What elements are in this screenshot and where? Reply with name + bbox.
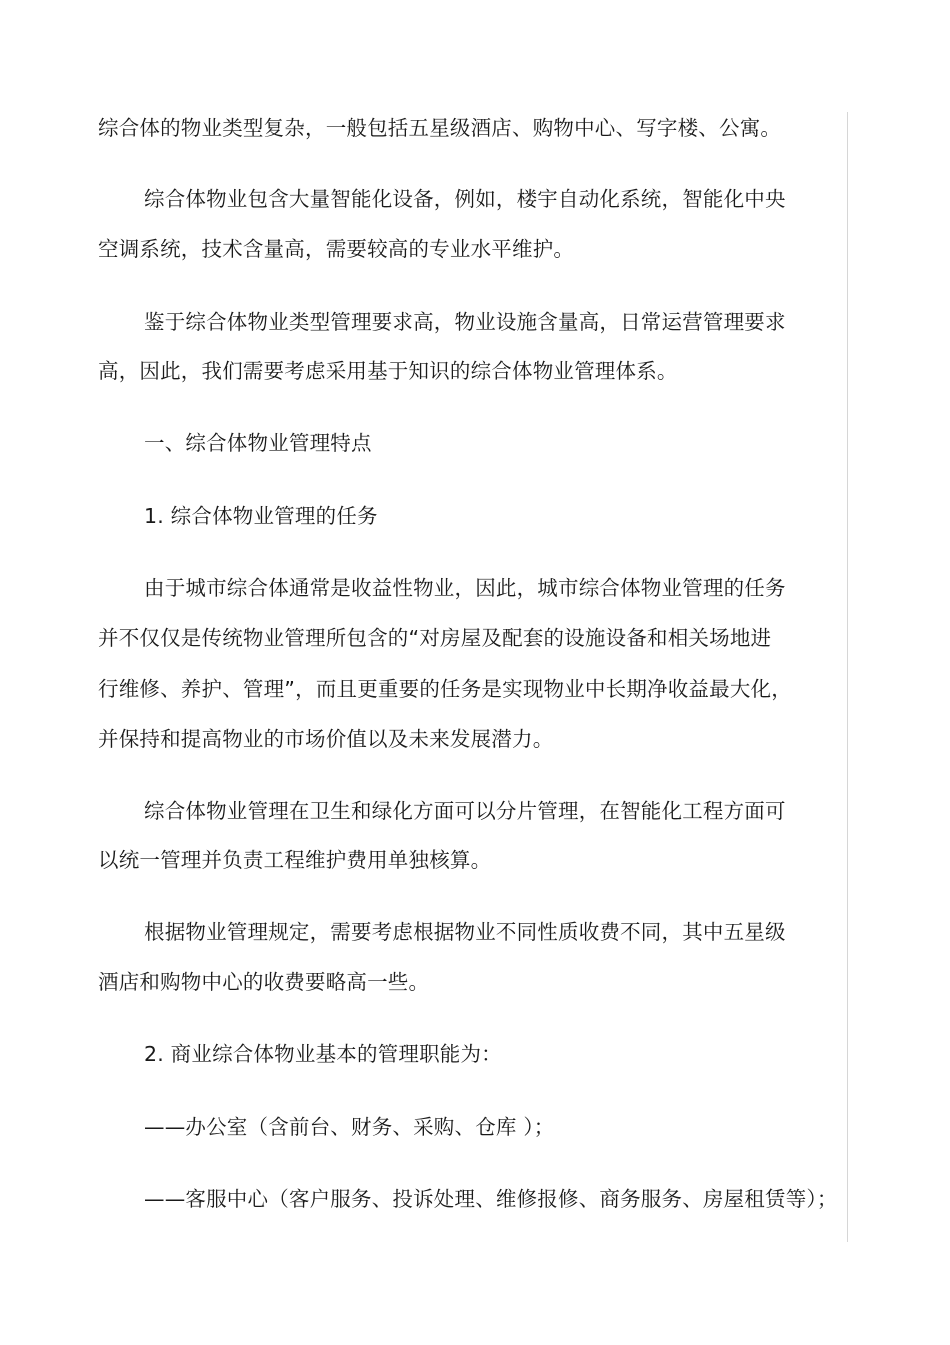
- paragraph-line: 空调系统，技术含量高，需要较高的专业水平维护。: [98, 237, 575, 261]
- paragraph-line: 并不仅仅是传统物业管理所包含的“对房屋及配套的设施设备和相关场地进: [98, 626, 772, 650]
- paragraph-line: 并保持和提高物业的市场价值以及未来发展潜力。: [98, 727, 554, 751]
- intro-text-line: 综合体的物业类型复杂，一般包括五星级酒店、购物中心、写字楼、公寓。: [98, 116, 782, 140]
- list-item: ——办公室（含前台、财务、采购、仓库 ）；: [144, 1115, 555, 1139]
- paragraph-line: 高，因此，我们需要考虑采用基于知识的综合体物业管理体系。: [98, 359, 678, 383]
- section-heading: 一、综合体物业管理特点: [144, 431, 372, 455]
- paragraph-line: 鉴于综合体物业类型管理要求高，物业设施含量高，日常运营管理要求: [144, 310, 786, 334]
- paragraph-line: 综合体物业管理在卫生和绿化方面可以分片管理，在智能化工程方面可: [144, 799, 786, 823]
- paragraph-line: 以统一管理并负责工程维护费用单独核算。: [98, 848, 492, 872]
- paragraph-line: 行维修、养护、管理”，而且更重要的任务是实现物业中长期净收益最大化，: [98, 677, 792, 701]
- subsection-heading: 2. 商业综合体物业基本的管理职能为：: [144, 1042, 502, 1066]
- list-item: ——客服中心（客户服务、投诉处理、维修报修、商务服务、房屋租赁等）；: [144, 1187, 838, 1211]
- page-margin-rule: [847, 112, 848, 1242]
- paragraph-line: 综合体物业包含大量智能化设备，例如，楼宇自动化系统，智能化中央: [144, 187, 786, 211]
- subsection-heading: 1. 综合体物业管理的任务: [144, 504, 378, 528]
- paragraph-line: 根据物业管理规定，需要考虑根据物业不同性质收费不同，其中五星级: [144, 920, 786, 944]
- paragraph-line: 由于城市综合体通常是收益性物业，因此，城市综合体物业管理的任务: [144, 576, 786, 600]
- paragraph-line: 酒店和购物中心的收费要略高一些。: [98, 970, 430, 994]
